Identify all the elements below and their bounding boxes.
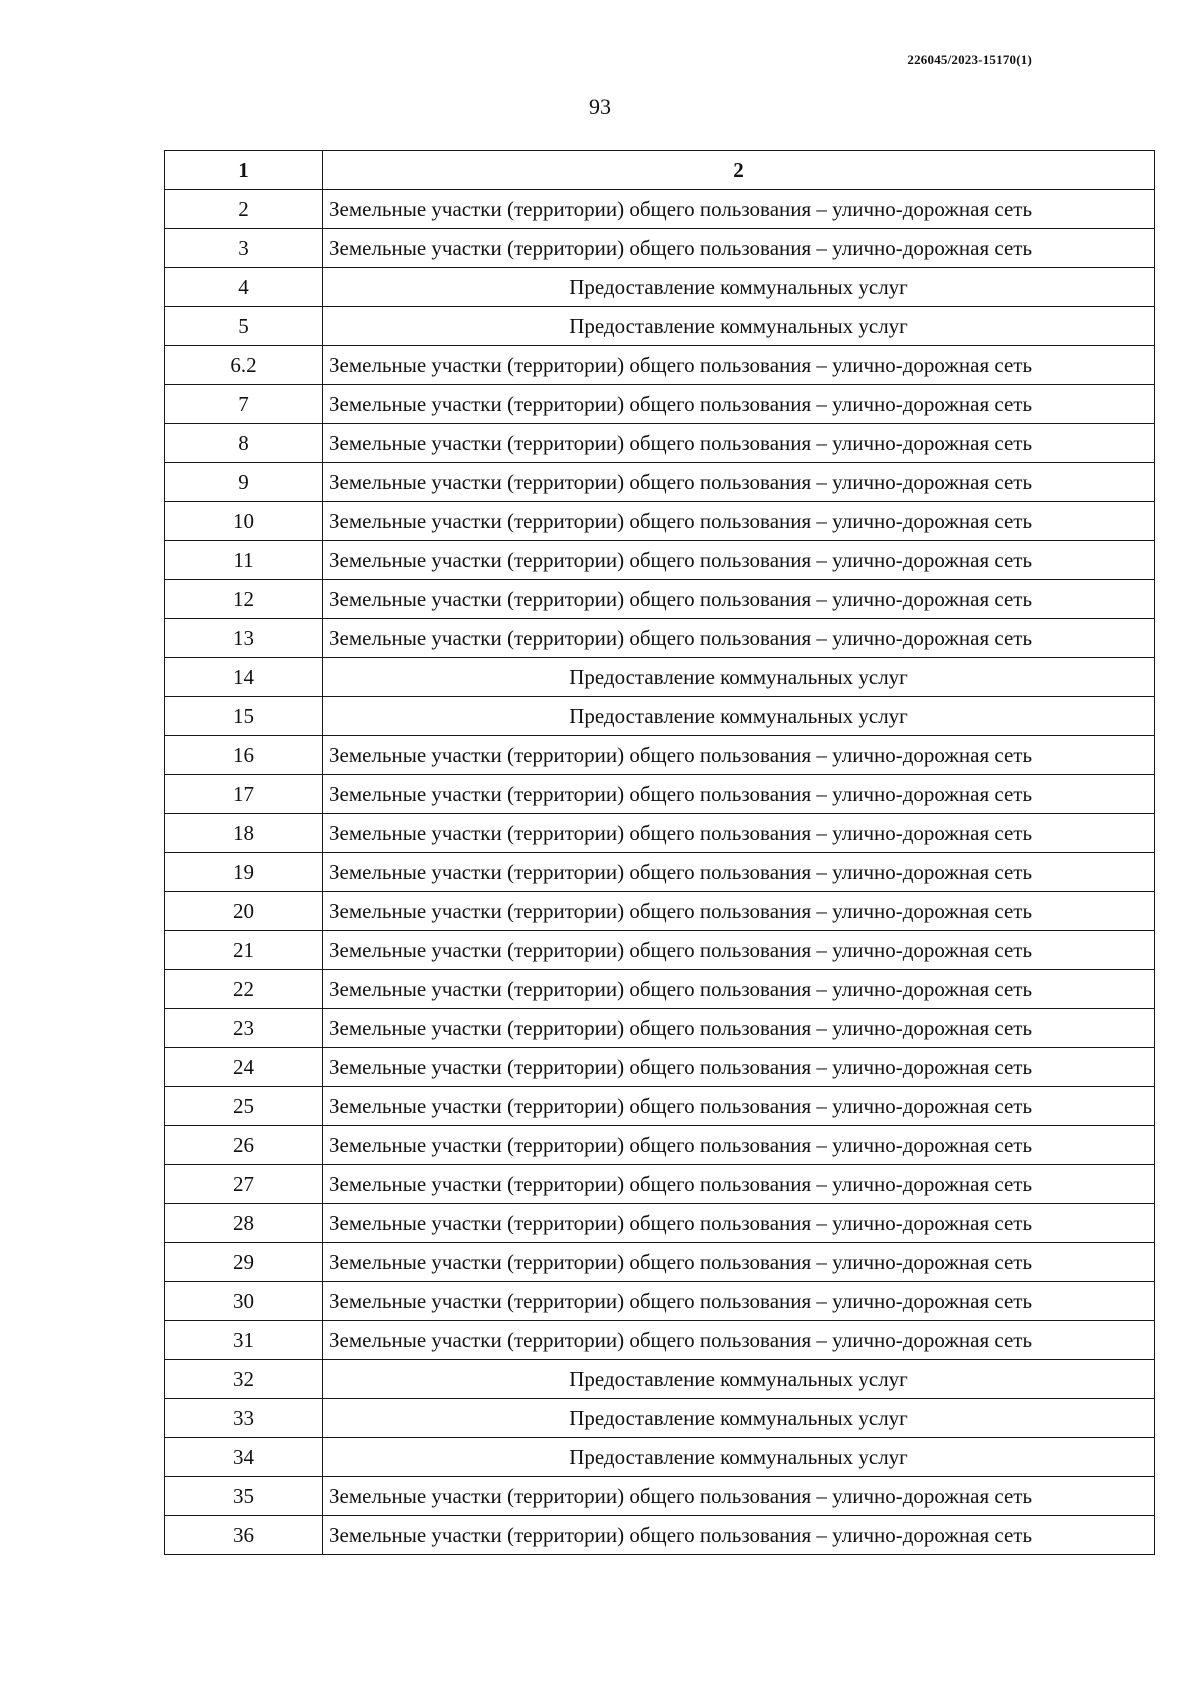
zone-description-cell: Земельные участки (территории) общего пользования – улично-дорожная сеть [323,931,1155,970]
row-number-cell: 3 [165,229,323,268]
table-row [165,1360,1155,1399]
row-number-cell: 18 [165,814,323,853]
table-row [165,1243,1155,1282]
row-number-cell: 32 [165,1360,323,1399]
row-number-cell: 30 [165,1282,323,1321]
row-number-cell: 9 [165,463,323,502]
table-header-row [165,151,1155,190]
table-row [165,1516,1155,1555]
table-row [165,1048,1155,1087]
row-number-cell: 28 [165,1204,323,1243]
row-number-cell: 20 [165,892,323,931]
zone-description-cell: Земельные участки (территории) общего пользования – улично-дорожная сеть [323,736,1155,775]
zone-description-cell: Земельные участки (территории) общего пользования – улично-дорожная сеть [323,580,1155,619]
table-row [165,697,1155,736]
row-number-cell: 23 [165,1009,323,1048]
row-number-cell: 29 [165,1243,323,1282]
table-row [165,1204,1155,1243]
zone-description-cell: Земельные участки (территории) общего пользования – улично-дорожная сеть [323,1477,1155,1516]
table-row [165,1282,1155,1321]
zone-description-cell: Земельные участки (территории) общего пользования – улично-дорожная сеть [323,541,1155,580]
row-number-cell: 6.2 [165,346,323,385]
zone-description-cell: Земельные участки (территории) общего пользования – улично-дорожная сеть [323,853,1155,892]
table-row [165,1126,1155,1165]
table-row [165,619,1155,658]
table-row [165,1399,1155,1438]
row-number-cell: 12 [165,580,323,619]
row-number-cell: 25 [165,1087,323,1126]
table-row [165,814,1155,853]
document-id: 226045/2023-15170(1) [907,52,1032,67]
row-number-cell: 22 [165,970,323,1009]
table-row [165,424,1155,463]
zone-description-cell: Земельные участки (территории) общего пользования – улично-дорожная сеть [323,619,1155,658]
zone-description-cell: Земельные участки (территории) общего пользования – улично-дорожная сеть [323,502,1155,541]
row-number-cell: 5 [165,307,323,346]
table-row [165,463,1155,502]
row-number-cell: 15 [165,697,323,736]
column-header-1: 1 [165,151,323,190]
table-row [165,190,1155,229]
row-number-cell: 26 [165,1126,323,1165]
zone-description-cell: Земельные участки (территории) общего пользования – улично-дорожная сеть [323,1048,1155,1087]
table-row [165,1087,1155,1126]
row-number-cell: 2 [165,190,323,229]
table-row [165,229,1155,268]
zone-description-cell: Предоставление коммунальных услуг [323,1399,1155,1438]
zone-description-cell: Земельные участки (территории) общего пользования – улично-дорожная сеть [323,1009,1155,1048]
table-row [165,970,1155,1009]
row-number-cell: 36 [165,1516,323,1555]
table-row [165,658,1155,697]
row-number-cell: 17 [165,775,323,814]
table-row [165,385,1155,424]
table-row [165,892,1155,931]
zone-description-cell: Земельные участки (территории) общего пользования – улично-дорожная сеть [323,190,1155,229]
table-row [165,1321,1155,1360]
zone-description-cell: Земельные участки (территории) общего пользования – улично-дорожная сеть [323,892,1155,931]
row-number-cell: 16 [165,736,323,775]
zone-description-cell: Предоставление коммунальных услуг [323,307,1155,346]
row-number-cell: 34 [165,1438,323,1477]
row-number-cell: 19 [165,853,323,892]
zone-description-cell: Земельные участки (территории) общего пользования – улично-дорожная сеть [323,1204,1155,1243]
row-number-cell: 13 [165,619,323,658]
row-number-cell: 4 [165,268,323,307]
zone-description-cell: Земельные участки (территории) общего пользования – улично-дорожная сеть [323,1282,1155,1321]
table-row [165,775,1155,814]
table-row [165,1438,1155,1477]
zone-description-cell: Предоставление коммунальных услуг [323,658,1155,697]
table-row [165,1009,1155,1048]
row-number-cell: 14 [165,658,323,697]
zone-description-cell: Земельные участки (территории) общего пользования – улично-дорожная сеть [323,814,1155,853]
zones-table [164,150,1155,1555]
zone-description-cell: Предоставление коммунальных услуг [323,697,1155,736]
table-row [165,346,1155,385]
page-number: 93 [589,94,611,119]
row-number-cell: 33 [165,1399,323,1438]
zone-description-cell: Земельные участки (территории) общего пользования – улично-дорожная сеть [323,1516,1155,1555]
table-row [165,268,1155,307]
zone-description-cell: Земельные участки (территории) общего пользования – улично-дорожная сеть [323,229,1155,268]
zone-description-cell: Земельные участки (территории) общего пользования – улично-дорожная сеть [323,346,1155,385]
table-body [165,190,1155,1555]
zone-description-cell: Земельные участки (территории) общего пользования – улично-дорожная сеть [323,1165,1155,1204]
table-row [165,736,1155,775]
column-header-2: 2 [323,151,1155,190]
row-number-cell: 11 [165,541,323,580]
table-row [165,541,1155,580]
table-row [165,307,1155,346]
zone-description-cell: Предоставление коммунальных услуг [323,1360,1155,1399]
table-row [165,853,1155,892]
table-row [165,580,1155,619]
zone-description-cell: Земельные участки (территории) общего пользования – улично-дорожная сеть [323,385,1155,424]
row-number-cell: 31 [165,1321,323,1360]
zones-table-container [164,150,1154,1555]
zone-description-cell: Земельные участки (территории) общего пользования – улично-дорожная сеть [323,1126,1155,1165]
zone-description-cell: Земельные участки (территории) общего пользования – улично-дорожная сеть [323,1087,1155,1126]
table-row [165,931,1155,970]
zone-description-cell: Предоставление коммунальных услуг [323,1438,1155,1477]
zone-description-cell: Земельные участки (территории) общего пользования – улично-дорожная сеть [323,463,1155,502]
row-number-cell: 27 [165,1165,323,1204]
row-number-cell: 8 [165,424,323,463]
row-number-cell: 7 [165,385,323,424]
zone-description-cell: Земельные участки (территории) общего пользования – улично-дорожная сеть [323,775,1155,814]
table-row [165,502,1155,541]
zone-description-cell: Предоставление коммунальных услуг [323,268,1155,307]
table-row [165,1165,1155,1204]
row-number-cell: 24 [165,1048,323,1087]
table-row [165,1477,1155,1516]
row-number-cell: 10 [165,502,323,541]
row-number-cell: 35 [165,1477,323,1516]
row-number-cell: 21 [165,931,323,970]
zone-description-cell: Земельные участки (территории) общего пользования – улично-дорожная сеть [323,1321,1155,1360]
zone-description-cell: Земельные участки (территории) общего пользования – улично-дорожная сеть [323,424,1155,463]
zone-description-cell: Земельные участки (территории) общего пользования – улично-дорожная сеть [323,970,1155,1009]
zone-description-cell: Земельные участки (территории) общего пользования – улично-дорожная сеть [323,1243,1155,1282]
